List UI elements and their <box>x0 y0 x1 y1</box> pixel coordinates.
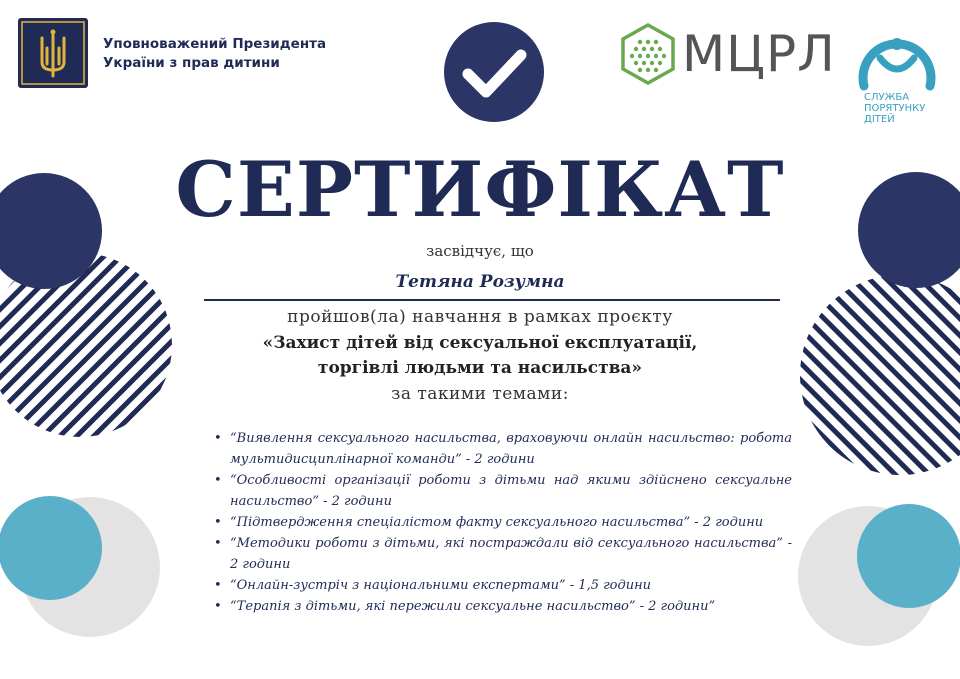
service-logo-line-2: ПОРЯТУНКУ <box>864 103 926 114</box>
issuer-line-1: Уповноважений Президента <box>103 36 327 52</box>
name-underline <box>204 299 780 301</box>
project-line-2: торгівлі людьми та насильства» <box>317 358 643 378</box>
issuer-name <box>103 35 343 73</box>
service-logo-line-1: СЛУЖБА <box>864 92 910 103</box>
topic-item: • “Виявлення сексуального насильства, враховуючи онлайн насильство: робота мультидисциплінарної команди” - 2 години <box>230 428 792 470</box>
smiling-child-logo-icon <box>852 18 942 92</box>
completed-text: пройшов(ла) навчання в рамках проєкту <box>287 307 673 327</box>
hexagon-dots-logo-icon <box>616 22 680 86</box>
topic-item: • “Підтвердження спеціалістом факту сексуального насильства” - 2 години <box>230 512 792 533</box>
recipient-name: Тетяна Розумна <box>395 272 565 292</box>
project-line-1: «Захист дітей від сексуальної експлуатації, <box>262 333 698 353</box>
topics-intro: за такими темами: <box>391 384 569 404</box>
topic-item: • “Особливості організації роботи з дітьми над якими здійснено сексуальне насильство” - 2 години <box>230 470 792 512</box>
service-logo-text <box>864 92 956 125</box>
right-teal-circle <box>857 504 960 608</box>
topics-list <box>212 428 792 617</box>
topic-item: • “Онлайн-зустріч з національними експертами” - 1,5 години <box>230 575 792 596</box>
certifies-text: засвідчує, що <box>426 242 534 260</box>
left-teal-circle <box>0 496 102 600</box>
checkmark-icon <box>444 22 544 122</box>
project-name <box>0 331 960 381</box>
trident-emblem-icon <box>18 18 88 88</box>
service-logo-line-3: ДІТЕЙ <box>864 114 895 125</box>
topic-item: • “Методики роботи з дітьми, які постраждали від сексуального насильства” - 2 години <box>230 533 792 575</box>
certificate-title: СЕРТИФІКАТ <box>175 145 785 234</box>
mcrl-logo-text: МЦРЛ <box>682 25 836 83</box>
topic-item: • “Терапія з дітьми, які пережили сексуальне насильство” - 2 години” <box>230 596 792 617</box>
issuer-line-2: України з прав дитини <box>103 55 280 71</box>
